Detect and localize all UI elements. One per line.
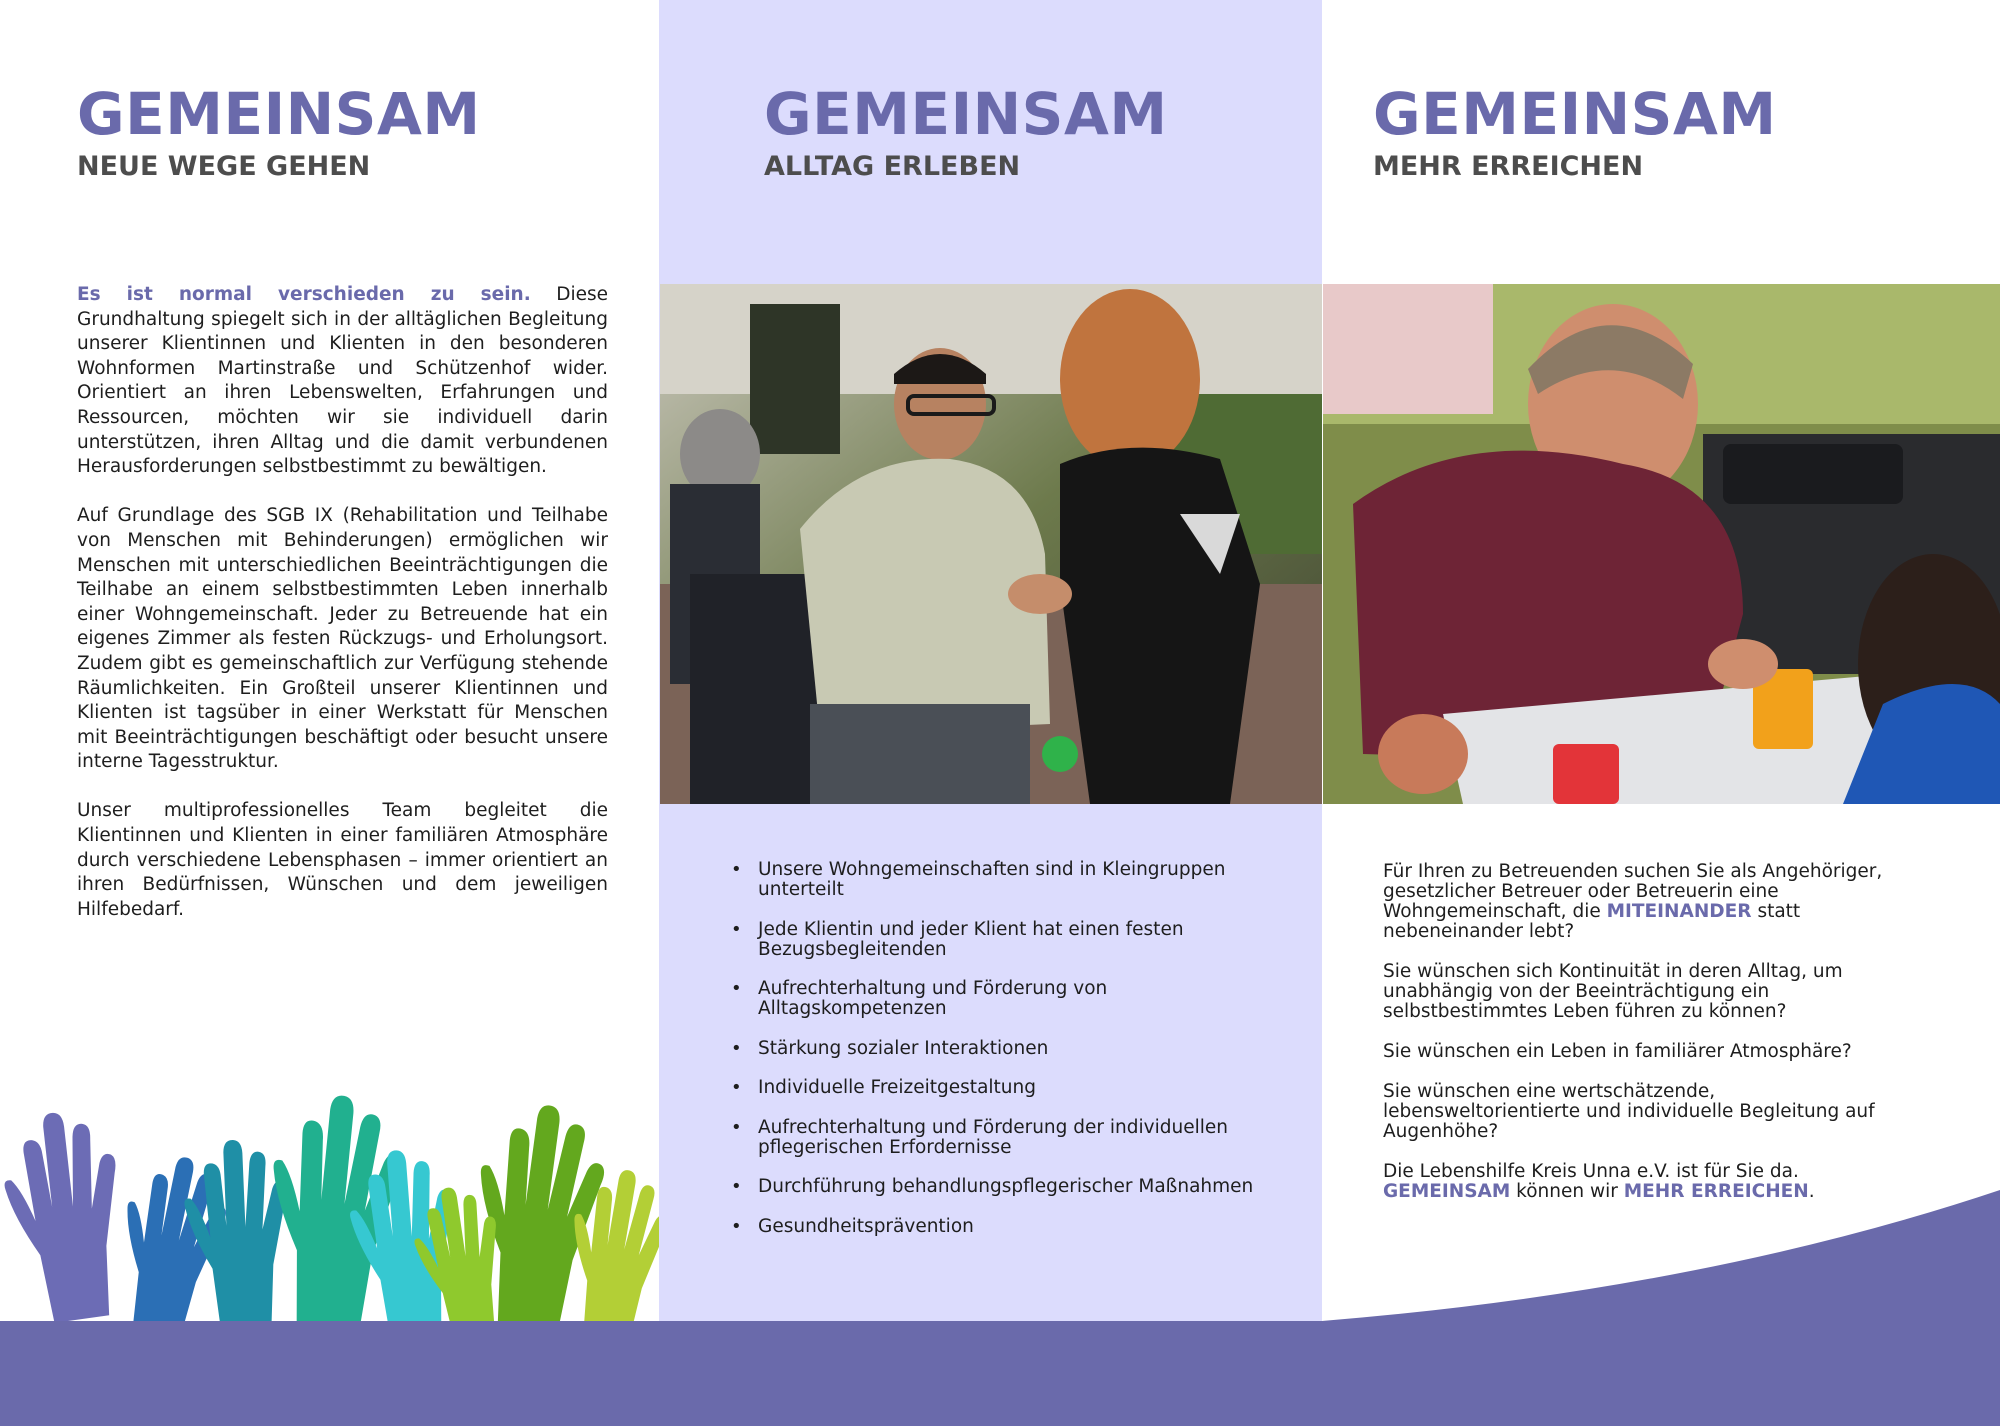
list-item: • Aufrechterhaltung und Förderung von Alltagskompetenzen xyxy=(731,978,1108,1019)
bullet-icon: • xyxy=(731,918,742,940)
left-body-text xyxy=(77,283,608,947)
list-item: • Unsere Wohngemeinschaften sind in Kleingruppen unterteilt xyxy=(731,859,1226,900)
bullet-icon: • xyxy=(731,1215,742,1237)
list-item: • Gesundheitsprävention xyxy=(731,1215,974,1237)
left-paragraph-1 xyxy=(77,283,608,480)
right-paragraph-1: Für Ihren zu Betreuenden suchen Sie als Angehöriger, gesetzlicher Betreuer oder Betreuerin eine Wohngemeinschaft, die MITEINANDER statt nebeneinander lebt? xyxy=(1383,861,1883,942)
feature-list xyxy=(728,860,1268,1256)
accent-gemeinsam: GEMEINSAM xyxy=(1383,1181,1511,1202)
left-paragraph-2: Auf Grundlage des SGB IX (Rehabilitation und Teilhabe von Menschen mit Behinderungen) ermöglichen wir Menschen mit unterschiedlichen Beeinträchtigungen die Teilhabe an einem selbstbestimmten Leben innerhalb einer Wohngemeinschaft. Jeder zu Betreuende hat ein eigenes Zimmer als festen Rückzugs- und Erholungsort. Zudem gibt es gemeinschaftlich zur Verfügung stehende Räumlichkeiten. Ein Großteil unserer Klientinnen und Klienten ist tagsüber in einer Werkstatt für Menschen mit Beeinträchtigungen beschäftigt oder besucht unsere interne Tagesstruktur. xyxy=(77,505,608,773)
right-title: GEMEINSAM xyxy=(1373,80,1777,148)
list-item: • Durchführung behandlungspflegerischer Maßnahmen xyxy=(731,1176,1254,1197)
list-item: • Aufrechterhaltung und Förderung der individuellen pflegerischen Erfordernisse xyxy=(731,1116,1228,1158)
bottom-band xyxy=(0,1321,2000,1426)
bullet-icon: • xyxy=(731,1176,742,1197)
left-heading xyxy=(77,82,481,184)
photo-resident-drawing xyxy=(1323,284,2000,804)
left-title: GEMEINSAM xyxy=(77,80,481,148)
bullet-icon: • xyxy=(731,1116,742,1138)
middle-title: GEMEINSAM xyxy=(764,80,1168,148)
left-paragraph-1-rest: Diese Grundhaltung spiegelt sich in der alltäglichen Begleitung unserer Klientinnen und Klienten in den besonderen Wohnformen Martinstraße und Schützenhof wider. Orientiert an ihren Lebenswelten, Erfahrungen und Ressourcen, möchten wir sie individuell darin unterstützen, ihren Alltag und die damit verbundenen Herausforderungen selbstbestimmt zu bewältigen. xyxy=(77,284,609,478)
decorative-wave xyxy=(1322,1180,2000,1321)
left-paragraph-3: Unser multiprofessionelles Team begleitet die Klientinnen und Klienten in einer familiären Atmosphäre durch verschiedene Lebensphasen – immer orientiert an ihren Bedürfnissen, Wünschen und dem jeweiligen Hilfebedarf. xyxy=(77,800,608,920)
left-subtitle: NEUE WEGE GEHEN xyxy=(77,151,371,182)
lead-sentence: Es ist normal verschieden zu sein. xyxy=(77,284,531,305)
hand-purple xyxy=(0,1105,136,1327)
bullet-icon: • xyxy=(731,1037,742,1059)
right-paragraph-3: Sie wünschen ein Leben in familiärer Atmosphäre? xyxy=(1383,1041,1852,1062)
middle-heading xyxy=(764,82,1168,184)
middle-subtitle: ALLTAG ERLEBEN xyxy=(764,151,1021,182)
photo-residents-holding-hands xyxy=(660,284,1322,804)
bullet-icon: • xyxy=(731,978,742,999)
list-item: • Jede Klientin und jeder Klient hat einen festen Bezugsbegleitenden xyxy=(731,918,1184,960)
accent-mehr-erreichen: MEHR ERREICHEN xyxy=(1623,1181,1809,1202)
raised-hands-illustration xyxy=(0,1040,659,1330)
right-body-text xyxy=(1383,862,1913,1222)
right-heading xyxy=(1373,82,1777,184)
right-subtitle: MEHR ERREICHEN xyxy=(1373,151,1644,182)
list-item: • Individuelle Freizeitgestaltung xyxy=(731,1077,1036,1098)
accent-miteinander: MITEINANDER xyxy=(1606,901,1752,922)
right-closing: Die Lebenshilfe Kreis Unna e.V. ist für Sie da. GEMEINSAM können wir MEHR ERREICHEN. xyxy=(1383,1161,1815,1202)
bullet-icon: • xyxy=(731,859,742,880)
list-item: • Stärkung sozialer Interaktionen xyxy=(731,1037,1049,1059)
bullet-icon: • xyxy=(731,1077,742,1098)
right-paragraph-2: Sie wünschen sich Kontinuität in deren Alltag, um unabhängig von der Beeinträchtigung ein selbstbestimmtes Leben führen zu können? xyxy=(1383,961,1843,1022)
right-paragraph-4: Sie wünschen eine wertschätzende, lebensweltorientierte und individuelle Begleitung auf Augenhöhe? xyxy=(1383,1081,1875,1142)
